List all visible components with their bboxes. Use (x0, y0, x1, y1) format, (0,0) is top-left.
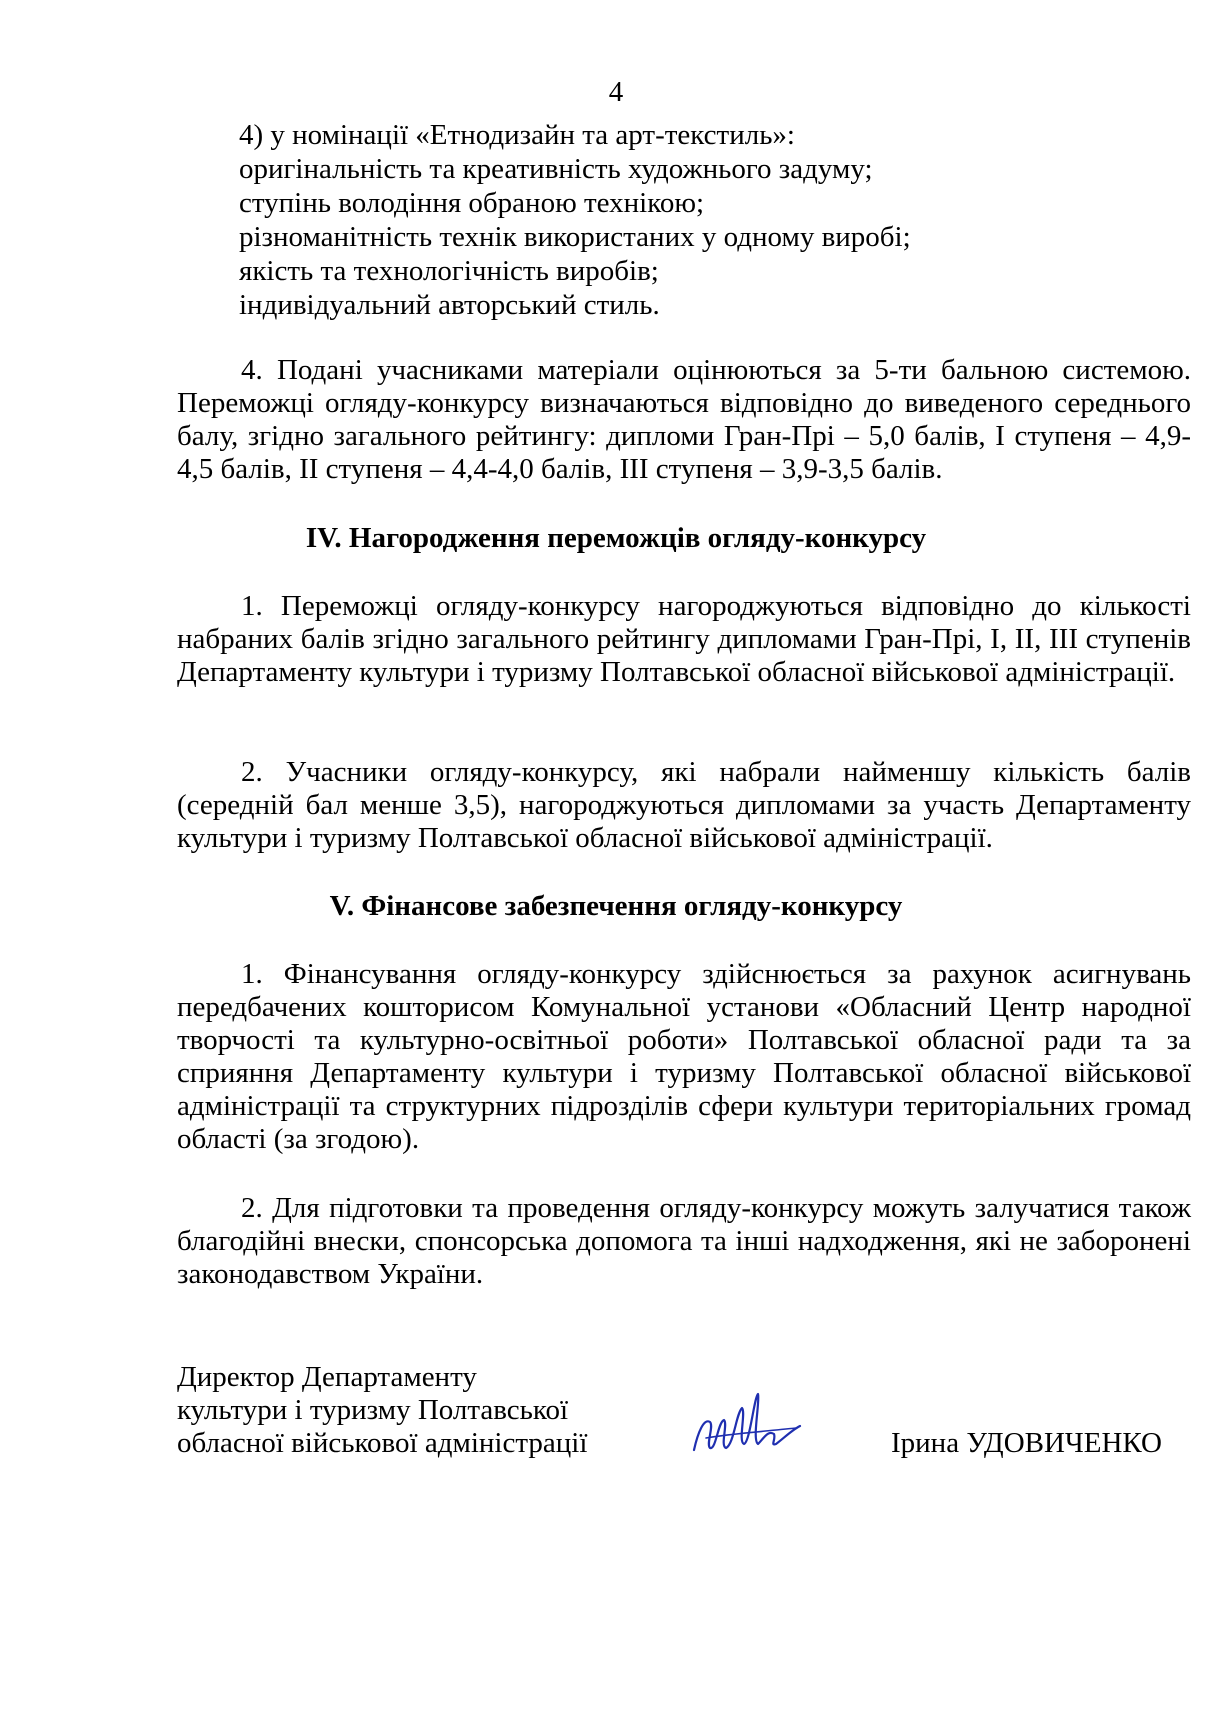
signatory-position-line: обласної військової адміністрації (177, 1427, 588, 1459)
evaluation-paragraph-block (177, 354, 1191, 486)
section-v-paragraph-2: 2. Для підготовки та проведення огляду-конкурсу можуть залучатися також благодійні внески, спонсорська допомога та інші надходження, які не заборонені законодавством України. (177, 1192, 1191, 1290)
evaluation-paragraph: 4. Подані учасниками матеріали оцінюються за 5-ти бальною системою. Переможці огляду-конкурсу визначаються відповідно до виведеного середнього балу, згідно загального рейтингу: дипломи Гран-Прі – 5,0 балів, І ступеня – 4,9-4,5 балів, ІІ ступеня – 4,4-4,0 балів, ІІІ ступеня – 3,9-3,5 балів. (177, 354, 1191, 485)
criteria-item: оригінальність та креативність художнього задуму; (239, 153, 873, 185)
section-iv-paragraph-block (177, 756, 1191, 855)
section-v-paragraph-block (177, 958, 1191, 1156)
criteria-item: різноманітність технік використаних у одному виробі; (239, 221, 911, 253)
section-iv-paragraph-1: 1. Переможці огляду-конкурсу нагороджуються відповідно до кількості набраних балів згідно загального рейтингу дипломами Гран-Прі, І, ІІ, ІІІ ступенів Департаменту культури і туризму Полтавської обласної військової адміністрації. (177, 590, 1191, 688)
section-v-paragraph-block (177, 1192, 1191, 1291)
signatory-name: Ірина УДОВИЧЕНКО (891, 1427, 1162, 1459)
signatory-position (177, 1361, 587, 1460)
criteria-item: ступінь володіння обраною технікою; (239, 187, 705, 219)
signatory-position-line: культури і туризму Полтавської (177, 1394, 569, 1426)
signatory-position-line: Директор Департаменту (177, 1361, 477, 1393)
section-iv-paragraph-block (177, 590, 1191, 689)
section-iv-paragraph-2: 2. Учасники огляду-конкурсу, які набрали найменшу кількість балів (середній бал менше 3,5), нагороджуються дипломами за участь Департаменту культури і туризму Полтавської обласної військової адміністрації. (177, 756, 1191, 854)
criteria-item: якість та технологічність виробів; (239, 255, 659, 287)
section-v-paragraph-1: 1. Фінансування огляду-конкурсу здійснюється за рахунок асигнувань передбачених кошторисом Комунальної установи «Обласний Центр народної творчості та культурно-освітньої роботи» Полтавської обласної ради та за сприяння Департаменту культури і туризму Полтавської обласної військової адміністрації та структурних підрозділів сфери культури територіальних громад області (за згодою). (177, 958, 1191, 1155)
criteria-item: 4) у номінації «Етнодизайн та арт-текстиль»: (239, 119, 795, 151)
section-v-heading: V. Фінансове забезпечення огляду-конкурсу (329, 890, 903, 922)
criteria-item: індивідуальний авторський стиль. (239, 289, 660, 321)
page-number: 4 (608, 76, 624, 108)
section-iv-heading: IV. Нагородження переможців огляду-конкурсу (305, 522, 927, 554)
handwritten-signature (688, 1392, 804, 1460)
